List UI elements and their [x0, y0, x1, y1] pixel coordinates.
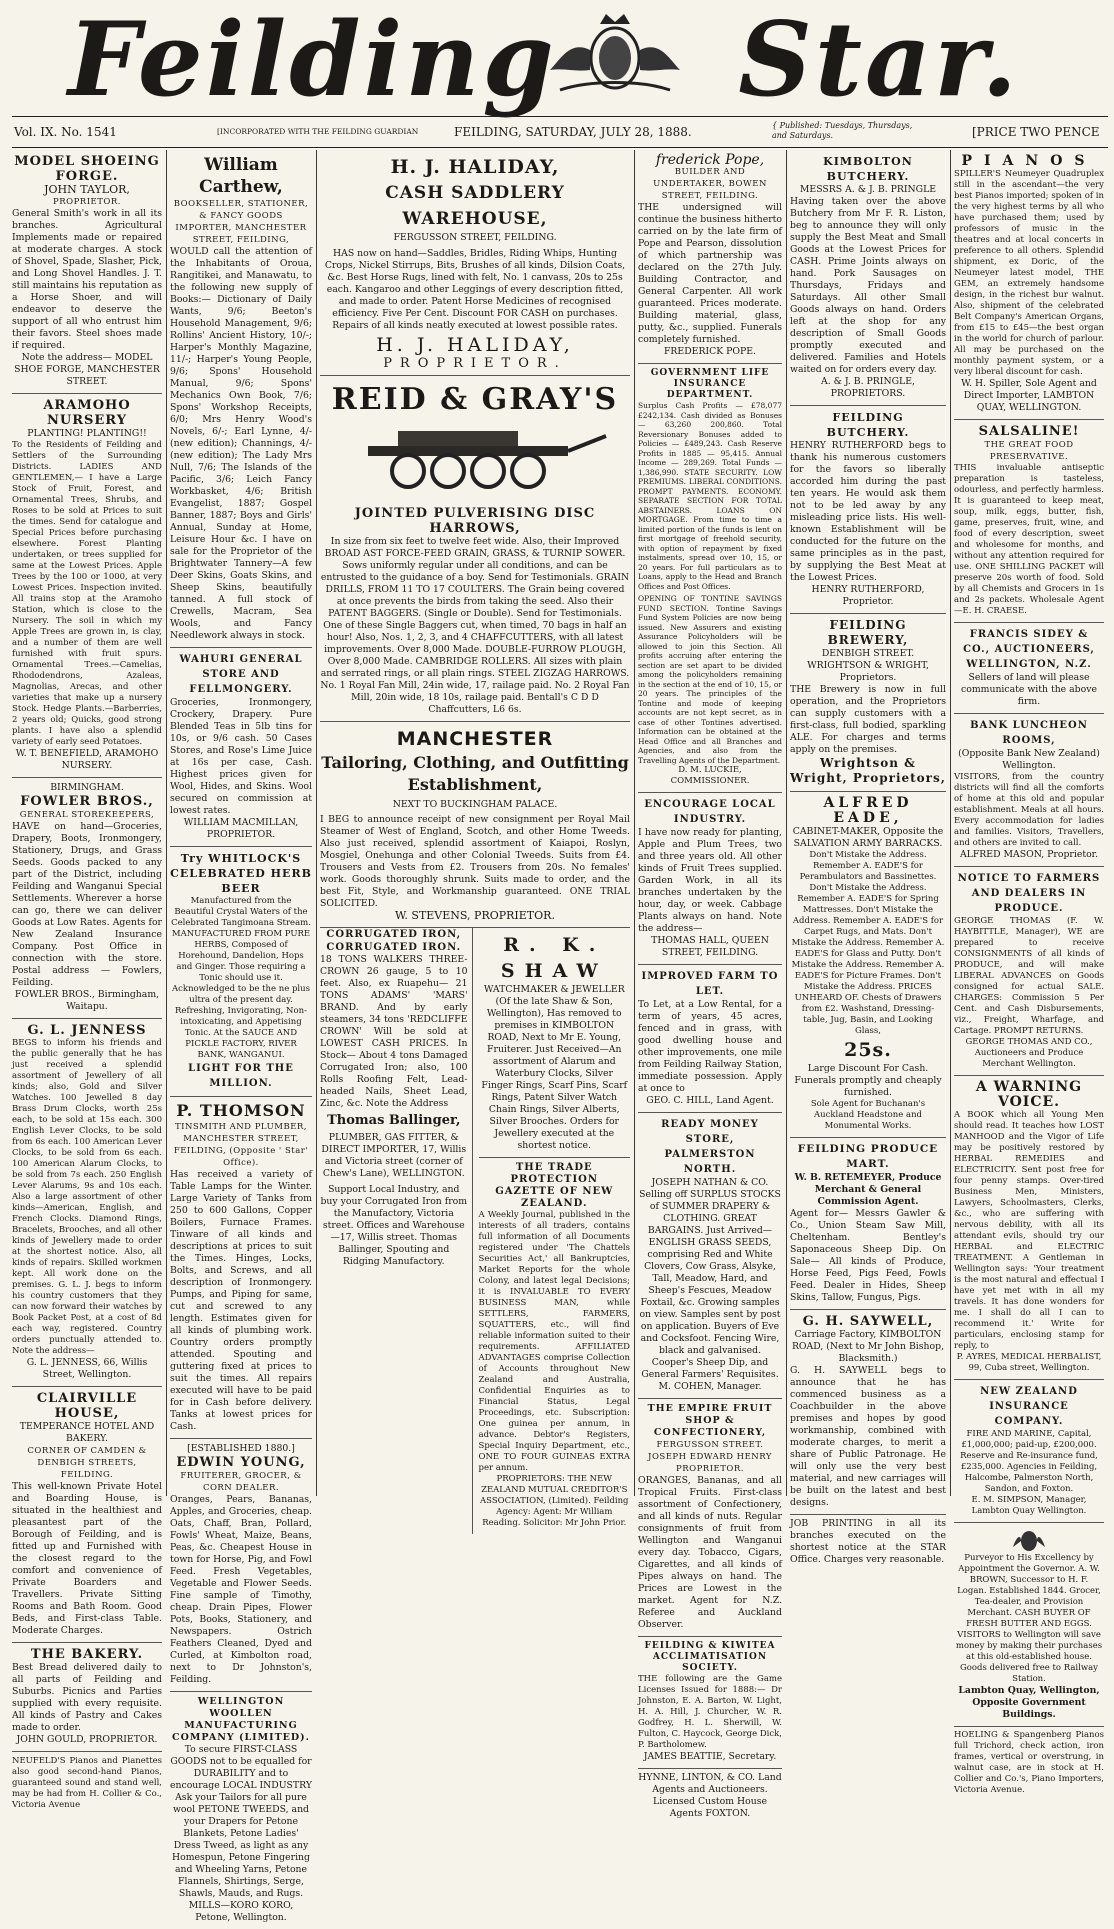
- column-5: [790, 150, 946, 1565]
- ad-role: PROPRIETOR.: [52, 197, 121, 207]
- ad-footer: LIGHT FOR THE MILLION.: [188, 1063, 294, 1089]
- ad-body: Manufactured from the Beautiful Crystal Waters of the Celebrated Tangimoana Stream. MANUFACTURED FROM PURE HERBS, Composed of Horehound, Dandelion, Hops and Ginger. Those requiring a Tonic should use it. Acknowledged to be the ne plus ultra of the present day. Refreshing, Invigorating, Non-intoxicating, and Appetising Tonic. At the SAUCE AND PICKLE FACTORY, RIVER BANK, WANGANUI.: [171, 896, 311, 1060]
- ad-proprietor-name: JOHN TAYLOR,: [44, 183, 130, 196]
- ad-body: BEGS to inform his friends and the public generally that he has just received a splendid assortment of Jewellery of all kinds; also, Gold and Silver Watches. 100 Jewelled 8 day Brass Drum Clocks, worth 25s each, to be sold at 15s each. 300 English Lever Clocks, to be sold from 6s each. 100 American Lever Clocks, to be sold from 6s each. 100 American Alarum Clocks, to be sold from 7s each. 250 English Lever Alarums, 9s and 10s each. Also a large assortment of other kinds—American, English, and French Clocks. Diamond Rings, Bracelets, Brooches, and all other kinds of Jewellery made to order at the shortest notice. Also, all kinds of repairs. Skilled workmen kept. All work done on the premises. G. L. J. begs to inform his country customers that they can now forward their watches by Book Packet Post, at a cost of 8d each way, registered. Country orders punctually attended to. Note the address—: [12, 1038, 162, 1356]
- ad-body: Agent for— Messrs Gawler & Co., Union Steam Saw Mill, Cheltenham. Bentley's Saponaceous Sheep Dip. On Sale— All kinds of Produce, Horse Feed, Pigs Feed, Fowls Feed. Dealer in Hides, Sheep Skins, Tallow, Fungus, Pigs.: [790, 1208, 946, 1303]
- column-1: [12, 150, 162, 1810]
- ad-heading: FRANCIS SIDEY & CO., AUCTIONEERS, WELLINGTON, N.Z.: [963, 629, 1095, 670]
- ad-body: I have now ready for planting, Apple and Plum Trees, two and three years old. All other kinds of Fruit Trees supplied. Garden Work, in all its branches undertaken by the hour, day, or week. Cabbage Plants always on hand. Note the address—: [638, 827, 782, 934]
- ad-clairville-house: [12, 1387, 162, 1643]
- ad-signature: Thomas Ballinger,: [327, 1113, 461, 1128]
- ad-visitors-note: VISITORS to Wellington will save money by making their purchases at this old-established house. Goods delivered free to Railway Station.: [955, 1630, 1103, 1684]
- ad-heading: IMPROVED FARM TO LET.: [641, 971, 779, 997]
- ad-heading: MODEL SHOEING FORGE.: [14, 154, 160, 184]
- ad-body: FIRE AND MARINE, Capital, £1,000,000; paid-up, £200,000. Reserve and Re-insurance fund, £235,000. Agencies in Feilding, Halcombe, Palmerston North, Sandon, and Foxton.: [960, 1429, 1098, 1494]
- masthead: [40, 0, 1080, 120]
- ad-subheading: THE GREAT FOOD PRESERVATIVE.: [984, 440, 1074, 462]
- ad-subheading: FRUITERER, GROCER, & CORN DEALER.: [180, 1471, 302, 1493]
- column-rule: [786, 150, 787, 1496]
- ad-notice-to-farmers: [954, 867, 1104, 1076]
- ad-saywell-carriage: [790, 1310, 946, 1515]
- ad-signature: GEO. C. HILL, Land Agent.: [646, 1095, 774, 1106]
- ad-body: I BEG to announce receipt of new consignment per Royal Mail Steamer of West of England, Scotch, and other Home Tweeds. Also just received, splendid assortment of Kaiapoi, Roslyn, Mosgiel, Onehunga and other Colonial Tweeds. Suits from £4. Trousers and Vests from £2. Trousers from 20s. No females' work. Goods thoroughly shrunk. Suits made to order, and the best Fit, Style, and Workmanship guaranteed. ONE TRIAL SOLICITED.: [320, 814, 630, 909]
- issue-date: FEILDING, SATURDAY, JULY 28, 1888.: [454, 125, 692, 139]
- ad-feilding-butchery: [790, 406, 946, 614]
- ad-ready-money-store: [638, 1113, 782, 1399]
- ad-footer: Large Discount For Cash. Funerals promptly and cheaply furnished.: [794, 1063, 942, 1098]
- ad-heading: NOTICE TO FARMERS AND DEALERS IN PRODUCE.: [957, 873, 1101, 914]
- ad-corrugated-iron: [320, 928, 473, 1534]
- ad-heading: MANCHESTER: [396, 728, 554, 750]
- ad-heading: EDWIN YOUNG,: [176, 1455, 306, 1470]
- ad-heading: SALSALINE!: [978, 424, 1080, 439]
- ad-address: PLUMBER, GAS FITTER, & DIRECT IMPORTER, 17, Willis and Victoria street (corner of Chew's Lane), WELLINGTON.: [321, 1132, 467, 1179]
- ad-signature: HENRY RUTHERFORD, Proprietor.: [811, 584, 925, 607]
- ad-heading: CORRUGATED IRON, CORRUGATED IRON.: [326, 929, 462, 953]
- ad-heading: CLAIRVILLE HOUSE,: [36, 1391, 138, 1421]
- ad-model-shoeing-forge: [12, 150, 162, 394]
- ad-body: To secure FIRST-CLASS GOODS not to be equalled for DURABILITY and to encourage LOCAL INDUSTRY Ask your Tailors for all pure wool PETONE TWEEDS, and your Drapers for Petone Blankets, Petone Ladies' Dress Tweed, as light as any Homespun, Petone Fingering and Wheeling Yarns, Petone Flannels, Shirtings, Serge, Shawls, Mauds, and Rugs.: [170, 1744, 312, 1899]
- ad-produce-mart: [790, 1138, 946, 1310]
- dateline-bar: [12, 116, 1108, 148]
- ad-subheading: (Opposite Bank New Zealand) Wellington.: [958, 748, 1100, 771]
- ad-body: To the Residents of Feilding and Settlers of the Surrounding Districts. LADIES AND GENTLEMEN,— I have a Large Stock of Fruit, Forest, and Ornamental Trees, Shrubs, and Roses to be sold at Prices to suit the times. Send for catalogue and Special Prices before purchasing elsewhere. Forest Planting undertaken, or trees supplied for same at the Lowest Prices. Apple Trees by the 100 or 1000, at very Lowest Prices. Inspection invited. All trains stop at the Aramoho Station, which is close to the Nursery. The soil in which my Apple Trees are grown in, is clay, and a number of them are well furnished with fruit spurs. Ornamental Trees.—Camelias, Rhododendrons, Azaleas, Magnolias, Arecas, and other varieties that make up a nursery Stock. Hedge Plants.—Barberries, 2 years old; Quicks, good strong plants. I have also a splendid variety of early seed Potatoes.: [12, 440, 162, 747]
- ad-heading: REID & GRAY'S: [331, 382, 619, 417]
- ad-signature: JAMES BEATTIE, Secretary.: [643, 1751, 777, 1762]
- ad-body: To Let, at a Low Rental, for a term of years, 45 acres, fenced and in grass, with good dwelling house and other improvements, one mile from Feilding Railway Station, immediate possession. Apply at once to: [638, 999, 782, 1094]
- ad-body: GEORGE THOMAS (F. W. HAYBITTLE, Manager), WE are prepared to receive CONSIGNMENTS of all kinds of PRODUCE, and will make LIBERAL ADVANCES on Goods consigned for actual SALE. CHARGES: Commission 5 Per Cent. and Cash Disbursements, viz., Freight, Wharfage, and Cartage. PROMPT RETURNS.: [954, 916, 1104, 1036]
- ad-tontine-section: OPENING OF TONTINE SAVINGS FUND SECTION. Tontine Savings Fund System Policies are now being issued. New Assurers and existing Assurance Policyholders will be allowed to join this Section. All profits accruing after entering the section are set apart to be divided among the policyholders remaining in the section at the end of 10, 15, or 20 years. The principles of the Tontine and mode of keeping accounts are not kept secret, as in case of other Tontines advertised. Information can be obtained at the Head Office and all Branches and Agencies, and also from the Travelling Agents of the Department.: [638, 594, 782, 765]
- ad-footer: Support Local Industry, and buy your Corrugated Iron from the Manufactory, Victoria street. Offices and Warehouse—17, Willis street. Thomas Ballinger, Spouting and Ridging Manufactory.: [320, 1184, 468, 1267]
- ad-heading: FEILDING BUTCHERY.: [826, 411, 910, 439]
- ad-place: BIRMINGHAM.: [50, 782, 124, 793]
- ad-heading: Try WHITLOCK'S CELEBRATED HERB BEER: [170, 852, 312, 895]
- ad-body: This well-known Private Hotel and Boarding House, is situated in the healthiest and pleasantest part of the Borough of Feilding, and is fitted up and Furnished with the closest regard to the comfort and convenience of Private Boarders and Travellers. Private Sitting Rooms and Bath Room. Good Beds, and First-class Table. Moderate Charges.: [12, 1481, 162, 1636]
- ad-body: Has received a variety of Table Lamps for the Winter. Large Variety of Tanks from 250 to 600 Gallons, Copper Boilers, Furnace Frames. Tinware of all kinds and descriptions at prices to suit the Times. Hinges, Locks, Bolts, and Screws, and all description of Ironmongery. Pumps, and Piping for same, cut and screwed to any length. Estimates given for all kinds of plumbing work. Country orders promptly attended. Spouting and guttering fixed at prices to suit the times. All repairs executed will have to be paid for in Cash before delivery. Tanks at lowest prices for Cash.: [170, 1169, 312, 1432]
- ad-warning-voice: [954, 1076, 1104, 1380]
- ad-body: THE following are the Game Licenses Issued for 1888:— Dr Johnston, E. A. Barton, W. Light, H. A. Hill, J. Churcher, W. R. Godfrey, H. L. Sherwill, W. Fulton, C. Haycock, George Dick, P. Bartholomew.: [638, 1674, 782, 1750]
- ad-right-stack: [479, 928, 630, 1534]
- ad-heading: R. K. SHAW: [500, 934, 608, 982]
- ad-alfred-eade: [790, 792, 946, 1138]
- price-note: [PRICE TWO PENCE: [972, 125, 1100, 139]
- ad-subheading: PLANTING! PLANTING!!: [27, 428, 147, 439]
- royal-arms-icon: [1009, 1527, 1049, 1553]
- ad-body: A BOOK which all Young Men should read. It teaches how LOST MANHOOD and the Vigor of Life may be positively restored by HERBAL REMEDIES and ELECTRICITY. Sent post free for four penny stamps. Over-tired Business Men, Ministers, Lawyers, Schoolmasters, Clerks, &c., who are suffering with nervous debility, with all its attendant evils, should try our HERBAL and ELECTRIC TREATMENT. A Gentleman in Wellington says: 'Your treatment is the most natural and effectual I have yet met with in all my travels. It has done wonders for me. I shall do all I can to recommend it.' Write for particulars, enclosing stamp for reply, to: [954, 1110, 1104, 1351]
- ad-subheading: CABINET-MAKER, Opposite the SALVATION ARMY BARRACKS.: [792, 826, 944, 849]
- ad-heading: A WARNING VOICE.: [975, 1079, 1083, 1110]
- ad-signature: A. & J. B. PRINGLE, PROPRIETORS.: [821, 376, 915, 399]
- ad-subheading: TEMPERANCE HOTEL AND BAKERY.: [19, 1421, 155, 1444]
- ad-frederick-pope: [638, 150, 782, 364]
- ad-heading: G. H. SAYWELL,: [802, 1314, 934, 1329]
- ad-heading: THE TRADE PROTECTION GAZETTE OF NEW ZEALAND.: [495, 1162, 614, 1209]
- ad-heading: FEILDING BREWERY,: [827, 618, 909, 647]
- ad-body: WATCHMAKER & JEWELLER (Of the late Shaw & Son, Wellington), Has removed to premises in KIMBOLTON ROAD, Next to Mr E. Young, Fruiterer. Just Received—An assortment of Alarum and Waterbury Clocks, Silver Finger Rings, Scarf Pins, Scarf Rings, Patent Silver Watch Chain Rings, Silver Alberts, Silver Brooches. Orders for Jewellery executed at the shortest notice.: [481, 984, 628, 1151]
- ad-body: THE Brewery is now in full operation, and the Proprietors can supply customers with a first-class, full bodied, sparkling ALE. For charges and terms apply on the premises.: [790, 684, 946, 755]
- ad-body: A Weekly Journal, published in the interests of all traders, contains full information of all Documents registered under 'The Chattels Securities Act,' all Bankruptcies, Market Reports for the whole Colony, and latest legal Decisions; it is INVALUABLE TO EVERY BUSINESS MAN, while SETTLERS, FARMERS, SQUATTERS, etc., will find reliable information suited to their requirements. AFFILIATED ADVANTAGES comprise Collection of Accounts throughout New Zealand and Australia, Confidential Enquiries as to Financial Status, Legal Proceedings, etc. Subscription: One guinea per annum, in advance. Debtor's Registers, Special Inquiry Department, etc., ONE TO FOUR GUINEAS EXTRA per annum.: [478, 1210, 630, 1473]
- ad-body: Surplus Cash Profits — £78,077 £242,134. Cash divided as Bonuses — 63,260 200,860. Total Reversionary Bonuses added to Policies — £489,243. Cash Reserve Profits in 1885 — 95,415. Annual Income — 289,269. Total Funds — 1,386,990. STATE SECURITY. LOW PREMIUMS. LIBERAL CONDITIONS. PROMPT PAYMENTS. ECONOMY. SEPARATE SECTION FOR TOTAL ABSTAINERS. LOANS ON MORTGAGE. From time to time a limited portion of the funds is lent on first mortgage of freehold security, with option of repayment by fixed instalments, spread over 10, 15, or 20 years. For full particulars as to Loans, apply to the Head and Branch Offices and Post Offices.: [638, 401, 782, 591]
- ad-government-life-insurance: [638, 364, 782, 793]
- ad-heading: WELLINGTON WOOLLEN MANUFACTURING COMPANY (LIMITED).: [172, 1696, 310, 1743]
- ad-heading: FOWLER BROS.,: [20, 794, 154, 809]
- ad-subheading: TINSMITH AND PLUMBER, MANCHESTER STREET, FEILDING, (Opposite ' Star' Office).: [173, 1122, 309, 1168]
- column-6: [954, 150, 1104, 1795]
- ad-address: FERGUSSON STREET, FEILDING.: [393, 232, 557, 243]
- ad-body: Purveyor to His Excellency by Appointment the Governor. A. W. BROWN, Successor to H. F. Logan. Established 1844. Grocer, Tea-dealer, and Provision Merchant. CASH BUYER OF FRESH BUTTER AND EGGS.: [957, 1553, 1101, 1629]
- ad-signature: W. STEVENS, PROPRIETOR.: [395, 909, 555, 922]
- ad-body: Sellers of land will please communicate with the above firm.: [961, 672, 1097, 707]
- ad-address: NEXT TO BUCKINGHAM PALACE.: [392, 799, 558, 810]
- ad-neufeld-pianos: NEUFELD'S Pianos and Pianettes also good second-hand Pianos, guaranteed sound and stand well, may be had from H. Collier & Co., Victoria Avenue: [12, 1756, 162, 1810]
- ad-subheading: Tailoring, Clothing, and Outfitting Establishment,: [321, 753, 629, 794]
- ad-body: THIS invaluable antiseptic preparation is tasteless, odourless, and perfectly harmless. It is guaranteed to keep meat, soup, milk, eggs, butter, fish, game, preserves, fruit, wine, and food of every description, sweet and wholesome for months, and without any attention required for use. ONE SHILLING PACKET will preserve 20s worth of food. Sold by all Chemists and Grocers in 1s and 2s packets. Wholesale Agent—E. H. CRAESE.: [954, 463, 1104, 616]
- ad-signature: W. H. Spiller, Sole Agent and Direct Importer, LAMBTON QUAY, WELLINGTON.: [961, 378, 1097, 413]
- ad-heading: READY MONEY STORE, PALMERSTON NORTH.: [661, 1119, 759, 1175]
- ad-heading: PIANOS: [961, 153, 1097, 169]
- column-3: [320, 150, 630, 1528]
- ad-signature: ALFRED MASON, Proprietor.: [959, 849, 1099, 860]
- column-2: [170, 150, 312, 1923]
- ad-acclimatisation-society: [638, 1637, 782, 1769]
- ad-feilding-brewery: [790, 614, 946, 792]
- column-rule: [316, 150, 317, 1496]
- ad-heading: FEILDING PRODUCE MART.: [797, 1143, 939, 1170]
- ad-body: THE undersigned will continue the business hitherto carried on by the late firm of Pope and Pearson, dissolution of which partnership was declared on the 27th July. Building Contractor, and General Carpenter. All work guaranteed. Prices moderate. Building material, glass, putty, &c., supplied. Funerals completely furnished.: [638, 202, 782, 345]
- column-4: [638, 150, 782, 1819]
- ad-heading: KIMBOLTON BUTCHERY.: [823, 155, 913, 183]
- ad-subheading: FERGUSSON STREET. JOSEPH EDWARD HENRY PROPRIETOR.: [648, 1440, 772, 1474]
- ad-william-carthew: [170, 150, 312, 648]
- ad-signature: H. J. HALIDAY,: [376, 334, 574, 356]
- ad-body: Groceries, Ironmongery, Crockery, Drapery. Pure Blended Teas in 5lb tins for 10s, or 9/6 cash. 50 Cases Stores, and Rose's Lime Juice at 16s per case, Cash. Highest prices given for Wool, Hides, and Skins. Wool secured on commission at lowest rates.: [170, 697, 312, 816]
- ad-encourage-local-industry: [638, 793, 782, 965]
- disc-harrow-illustration: [338, 426, 608, 496]
- ad-proprietor-name: MESSRS A. & J. B. PRINGLE: [799, 184, 937, 195]
- ad-improved-farm: [638, 965, 782, 1113]
- masthead-title-left: Feilding: [68, 0, 557, 120]
- ad-heading: THE BAKERY.: [30, 1647, 144, 1662]
- ad-edwin-young: [170, 1439, 312, 1692]
- ad-francis-sidey: [954, 623, 1104, 714]
- ad-hynne-linton: HYNNE, LINTON, & CO. Land Agents and Auctioneers. Licensed Custom House Agents FOXTON.: [638, 1772, 782, 1819]
- ad-subheading: CASH SADDLERY WAREHOUSE,: [385, 183, 565, 229]
- ad-body: JOSEPH NATHAN & CO. Selling off SURPLUS STOCKS of SUMMER DRAPERY & CLOTHING. GREAT BARGAINS. Just Arrived— ENGLISH GRASS SEEDS, comprising Red and White Clovers, Cow Grass, Alsyke, Tall, Meadow, Hard, and Sheep's Fescues, Meadow Foxtail, &c. Growing samples on view. Samples sent by post on application. Buyers of Eve and Cocksfoot. Fencing Wire, black and galvanised. Cooper's Sheep Dip, and General Farmers' Requisites.: [639, 1177, 781, 1380]
- ad-kimbolton-butchery: [790, 150, 946, 406]
- ad-row-split: [320, 928, 630, 1534]
- column-rule: [634, 150, 635, 1496]
- ad-heading: P. THOMSON: [176, 1101, 306, 1120]
- ad-body: HENRY RUTHERFORD begs to thank his numerous customers for the favors so liberally accorded him during the past ten years. He would ask them not to be led away by any misleading price lists. His well-known Establishment will be conducted for the future on the same principles as in the past, by supplying the Best Meat at the Lowest Prices.: [790, 440, 946, 583]
- ad-wahuri-store: [170, 648, 312, 847]
- ad-jenness-jeweller: [12, 1019, 162, 1387]
- ad-empire-fruit-shop: [638, 1399, 782, 1637]
- royal-crest-emblem: [540, 10, 690, 100]
- ad-subheading: DENBIGH STREET. WRIGHTSON & WRIGHT, Proprietors.: [807, 648, 929, 683]
- ad-reid-and-gray: [320, 376, 630, 722]
- incorporated-note: [INCORPORATED WITH THE FEILDING GUARDIAN: [217, 127, 419, 136]
- ad-heading: ARAMOHO NURSERY: [43, 398, 131, 428]
- ad-aw-brown-grocer: [954, 1523, 1104, 1727]
- ad-body: HAS now on hand—Saddles, Bridles, Riding Whips, Hunting Crops, Nickel Stirrups, Bits, Brushes of all kinds, Dilsion Coats, &c. Best Horse Rugs, lined with felt, No. 1 canvass, 20s to 25s each. Kangaroo and other Leggings of every description fitted, and made to order. Patent Horse Medicines of recognised efficiency. Five Per Cent. Discount FOR CASH on purchases. Repairs of all kinds neatly executed at lowest possible rates.: [324, 248, 626, 331]
- ad-body: ORANGES, Bananas, and all Tropical Fruits. First-class assortment of Confectionery, and all kinds of nuts. Regular consignments of fruit from Wellington and Wanganui every day. Tobacco, Cigars, Cigarettes, and all kinds of Pipes always on hand. The Prices are Lowest in the market. Agent for N.Z. Referee and Auckland Observer.: [638, 1475, 782, 1630]
- ad-signature: M. COHEN, Manager.: [658, 1381, 762, 1392]
- ad-signature: GEORGE THOMAS AND CO., Auctioneers and Produce Merchant Wellington.: [965, 1037, 1093, 1069]
- ad-subheading: BOOKSELLER, STATIONER, & FANCY GOODS IMPORTER, MANCHESTER STREET, FEILDING,: [173, 199, 309, 245]
- ad-signature: THOMAS HALL, QUEEN STREET, FEILDING.: [651, 935, 769, 958]
- ad-signature: FREDERICK POPE.: [663, 346, 757, 357]
- ad-agent-note: Sole Agent for Buchanan's Auckland Headstone and Monumental Works.: [810, 1099, 926, 1131]
- ad-signature: W. T. BENEFIELD, ARAMOHO NURSERY.: [15, 748, 159, 771]
- ad-heading: BANK LUNCHEON ROOMS,: [970, 720, 1088, 746]
- ad-address: CORNER OF CAMDEN & DENBIGH STREETS, FEILDING.: [27, 1446, 147, 1480]
- ad-address: Note the address— MODEL SHOE FORGE, MANCHESTER STREET.: [14, 352, 160, 387]
- ad-job-printing: JOB PRINTING in all its branches executed on the shortest notice at the STAR Office. Charges very reasonable.: [790, 1518, 946, 1565]
- ad-body: SPILLER'S Neumeyer Quadruplex still in the ascendant—the very best Pianos imported; spoken of in the very highest terms by all who have purchased them; used by professors of music in the theatres and at local concerts in preference to all others. Splendid shipment, ex Doric, of the Neumeyer latest model, THE GEM, an extremely handsome design, in the richest bur walnut. Also, shipment of the celebrated Belt Company's American Organs, from £15 to £45—the best organ in the world for church of parlour. All may be purchased on the monthly payment system, or a very liberal discount for cash.: [954, 169, 1104, 377]
- ad-rk-shaw: [479, 928, 630, 1158]
- ad-signature: D. M. LUCKIE, COMMISSIONER.: [670, 765, 750, 786]
- volume-number: Vol. IX. No. 1541: [14, 125, 117, 139]
- ad-trade-gazette: [479, 1158, 630, 1534]
- ad-aramoho-nursery: [12, 394, 162, 778]
- ad-signature: P. AYRES, MEDICAL HERBALIST, 99, Cuba street, Wellington.: [956, 1352, 1102, 1373]
- ad-body: 18 TONS WALKERS THREE-CROWN 26 gauge, 5 to 10 feet. Also, ex Ruapehu— 21 TONS ADAMS' 'MARS' BRAND. And by early steamers, 34 tons 'REDCLIFFE CROWN' Will be sold at LOWEST CASH PRICES. In Stock— About 4 tons Damaged Corrugated Iron; also, 100 Rolls Roofing Felt, Lead-headed Nails, Sheet Lead, Zinc, &c. Note the Address: [320, 954, 468, 1109]
- masthead-title-right: Star.: [738, 0, 1020, 120]
- ad-established: [ESTABLISHED 1880.]: [187, 1443, 295, 1454]
- ad-subheading: BUILDER AND UNDERTAKER, BOWEN STREET, FEILDING.: [653, 167, 767, 201]
- ad-fowler-bros: [12, 778, 162, 1019]
- ad-salsaline: [954, 420, 1104, 623]
- ad-role: PROPRIETOR.: [383, 356, 567, 371]
- ad-bank-luncheon-rooms: [954, 714, 1104, 867]
- ad-price: 25s.: [844, 1039, 892, 1061]
- column-rule: [166, 150, 167, 1496]
- ad-body: Having taken over the above Butchery from Mr F. R. Liston, beg to announce they will only supply the Best Meat and Small Goods at the Lowest Prices for CASH. Prime Joints always on hand. Pork Sausages on Thursdays, Fridays and Saturdays. All other Small Goods always on hand. Orders left at the shop for any description of Small Goods promptly executed and delivered. Families and Hotels waited on for orders every day.: [790, 196, 946, 375]
- publication-days: { Published: Tuesdays, Thursdays, and Saturdays.: [772, 121, 913, 140]
- ad-hoeling-pianos: HOELING & Spangenberg Pianos full Trichord, check action, iron frames, vertical or overstrung, in walnut case, are in stock at H. Collier and Co.'s, Piano Importers, Victoria Avenue.: [954, 1730, 1104, 1795]
- ad-heading: William Carthew,: [199, 155, 283, 197]
- ad-signature: WILLIAM MACMILLAN, PROPRIETOR.: [183, 817, 299, 840]
- ad-heading: GOVERNMENT LIFE INSURANCE DEPARTMENT.: [650, 368, 770, 400]
- ad-footer: MILLS—KORO KORO, Petone, Wellington.: [188, 1900, 294, 1923]
- ad-heading: FEILDING & KIWITEA ACCLIMATISATION SOCIETY.: [644, 1641, 776, 1673]
- ad-p-thomson: [170, 1097, 312, 1439]
- ad-manchester-tailoring: [320, 722, 630, 928]
- ad-body: Oranges, Pears, Bananas, Apples, and Groceries, cheap. Oats, Chaff, Bran, Pollard, Fowls' Wheat, Maize, Beans, Peas, &c. Cheapest House in town for Horse, Pig, and Fowl Feed. Fresh Vegetables, Vegetable and Flower Seeds. Fine sample of Timothy, cheap. Drain Pipes, Flower Pots, Books, Stationery, and Newspapers. Ostrich Feathers Cleaned, Dyed and Curled, at Kimbolton road, next to Dr Johnston's, Feilding.: [170, 1494, 312, 1685]
- ad-whitlock-herb-beer: [170, 847, 312, 1097]
- ad-body: G. H. SAYWELL begs to announce that he has commenced business as a Coachbuilder in the above premises and hopes by good workmanship, combined with moderate charges, to merit a share of Public Patronage. He will only use the very best material, and new carriages will be built on the latest and best designs.: [790, 1365, 946, 1508]
- ad-signature: JOHN GOULD, PROPRIETOR.: [16, 1734, 158, 1745]
- ad-wellington-woollen: [170, 1692, 312, 1929]
- ad-heading: G. L. JENNESS: [27, 1023, 147, 1038]
- ad-body: HAVE on hand—Groceries, Drapery, Boots, Ironmongery, Stationery, Drugs, and Grass Seeds. Goods packed to any part of the District, including Feilding and Wanganui Special Settlements. Wherever a horse can go, there we can deliver Goods at Low Rates. Agents for New Zealand Insurance Company. Post Office in connection with the store. Postal address — Fowlers, Feilding.: [12, 821, 162, 988]
- ad-body: General Smith's work in all its branches. Agricultural Implements made or repaired at moderate charges. A stock of Shovel, Spade, Slasher, Pick, and Long Shovel Handles. J. T. still maintains his reputation as a Horse Shoer, and will endeavor to deserve the support of all who entrust him their favors. Steel shoes made if required.: [12, 208, 162, 351]
- ad-signature: PROPRIETORS: THE NEW ZEALAND MUTUAL CREDITOR'S ASSOCIATION, (Limited). Feilding Agency: Agent: Mr William Reading. Solicitor: Mr John Prior.: [480, 1474, 629, 1528]
- ad-subheading: W. B. RETEMEYER, Produce Merchant & General Commission Agent.: [794, 1172, 942, 1207]
- ad-body: Don't Mistake the Address. Remember A. EADE'S for Perambulators and Bassinettes. Don't Mistake the Address. Remember A. EADE'S for Spring Mattresses. Don't Mistake the Address. Remember A. EADE'S for Carpet Rugs, and Mats. Don't Mistake the Address. Remember A. EADE'S for Glass and Putty. Don't Mistake the Address. Remember A. EADE'S for Picture Frames. Don't Mistake the Address. PRICES UNHEARD OF. Chests of Drawers from £2. Washstand, Dressing-table, Jug, Basin, and Looking Glass,: [791, 850, 945, 1036]
- ad-signature: G. L. JENNESS, 66, Willis Street, Wellington.: [26, 1357, 148, 1380]
- ad-signature: Wrightson & Wright, Proprietors,: [790, 756, 946, 785]
- ad-the-bakery: [12, 1643, 162, 1752]
- ad-body: WOULD call the attention of the Inhabitants of Oroua, Rangitikei, and Manawatu, to the following new supply of Books:— Dictionary of Daily Wants, 9/6; Beeton's Household Management, 9/6; Rollins' Ancient History, 10/-; Harper's Monthly Magazine, 11/-; Harper's Young People, 9/6; Spons' Household Manual, 9/6; Spons' Mechanics Own Book, 7/6; Spons' Workshop Receipts, 6/0; Mrs Henry Wood's Novels, 6/-; Earl Lynne, 4/- (new edition); Channings, 4/- (new edition); The Lady Mrs Null, 7/6; The Islands of the Pacific, 3/6; Leich Fancy Workbasket, 4/6; British Evangelist, 1887; Gospel Banner, 1887; Boys and Girls' Annual, Sunday at Home, Leisure Hour &c. I have on sale for the Proprietor of the Brightwater Tannery—A few Deer Skins, Goats Skins, and Sheep Skins, beautifully tanned. A full stock of Crewells, Macram, Sea Wools, and Fancy Needlework always in stock.: [170, 246, 312, 641]
- ad-signature: FOWLER BROS., Birmingham, Waitapu.: [14, 989, 160, 1012]
- column-rule: [950, 150, 951, 1496]
- ad-heading: NEW ZEALAND INSURANCE COMPANY.: [980, 1386, 1078, 1427]
- ad-role: GENERAL STOREKEEPERS,: [19, 810, 155, 820]
- ad-nz-insurance: [954, 1380, 1104, 1523]
- ad-heading: frederick Pope,: [655, 152, 765, 168]
- ad-subheading: Carriage Factory, KIMBOLTON ROAD, (Next to Mr John Bishop, Blacksmith.): [791, 1329, 945, 1364]
- ad-body: Best Bread delivered daily to all parts of Feilding and Suburbs. Picnics and Parties supplied with every requisite. All kinds of Pastry and Cakes made to order.: [12, 1662, 162, 1733]
- ad-signature: Lambton Quay, Wellington, Opposite Government Buildings.: [958, 1685, 1100, 1720]
- ad-heading: THE EMPIRE FRUIT SHOP & CONFECTIONERY,: [647, 1403, 773, 1438]
- ad-signature: E. M. SIMPSON, Manager, Lambton Quay Wellington.: [971, 1495, 1087, 1516]
- ad-heading: H. J. HALIDAY,: [390, 156, 560, 178]
- ad-heading: WAHURI GENERAL STORE AND FELLMONGERY.: [179, 654, 303, 695]
- ad-subheading: JOINTED PULVERISING DISC HARROWS,: [354, 506, 596, 536]
- ad-spiller-pianos: [954, 150, 1104, 420]
- ad-heading: ENCOURAGE LOCAL INDUSTRY.: [644, 799, 776, 825]
- ad-body: In size from six feet to twelve feet wide. Also, their Improved BROAD AST FORCE-FEED GRAIN, GRASS, & TURNIP SOWER. Sows uniformly regular under all conditions, and can be entrusted to the guidance of a boy. Send for Testimonials. GRAIN DRILLS, FROM 11 TO 17 COULTERS. The Grain being covered at once prevents the birds from taking the seed. Also their PATENT BAGGERS. (Single or Double). Send for Testimonials. One of these Single Baggers cut, when timed, 70 bags in half an hour! Also, Nos. 1, 2, 3, and 4 CHAFFCUTTERS, with all latest improvements. Over 8,000 Made. DOUBLE-FURROW PLOUGH, Over 8,000 Made. CAMBRIDGE ROLLERS. All sizes with plain and serrated rings, or all plain rings. STEEL ZIGZAG HARROWS. No. 1 Royal Fan Mill, 24in wide, 17, railage paid. No. 2 Royal Fan Mill, 20in wide, 18 10s, railage paid. Bentall's C D D Chaffcutters, L6 6s.: [320, 536, 630, 715]
- ad-body: VISITORS, from the country districts will find all the comforts of home at this old and popular establishment. Meals at all hours. Every accommodation for ladies and families. Visitors, Travellers, and others are invited to call.: [954, 772, 1104, 848]
- ad-haliday-saddlery: [320, 150, 630, 376]
- ad-heading: ALFRED EADE,: [823, 795, 913, 826]
